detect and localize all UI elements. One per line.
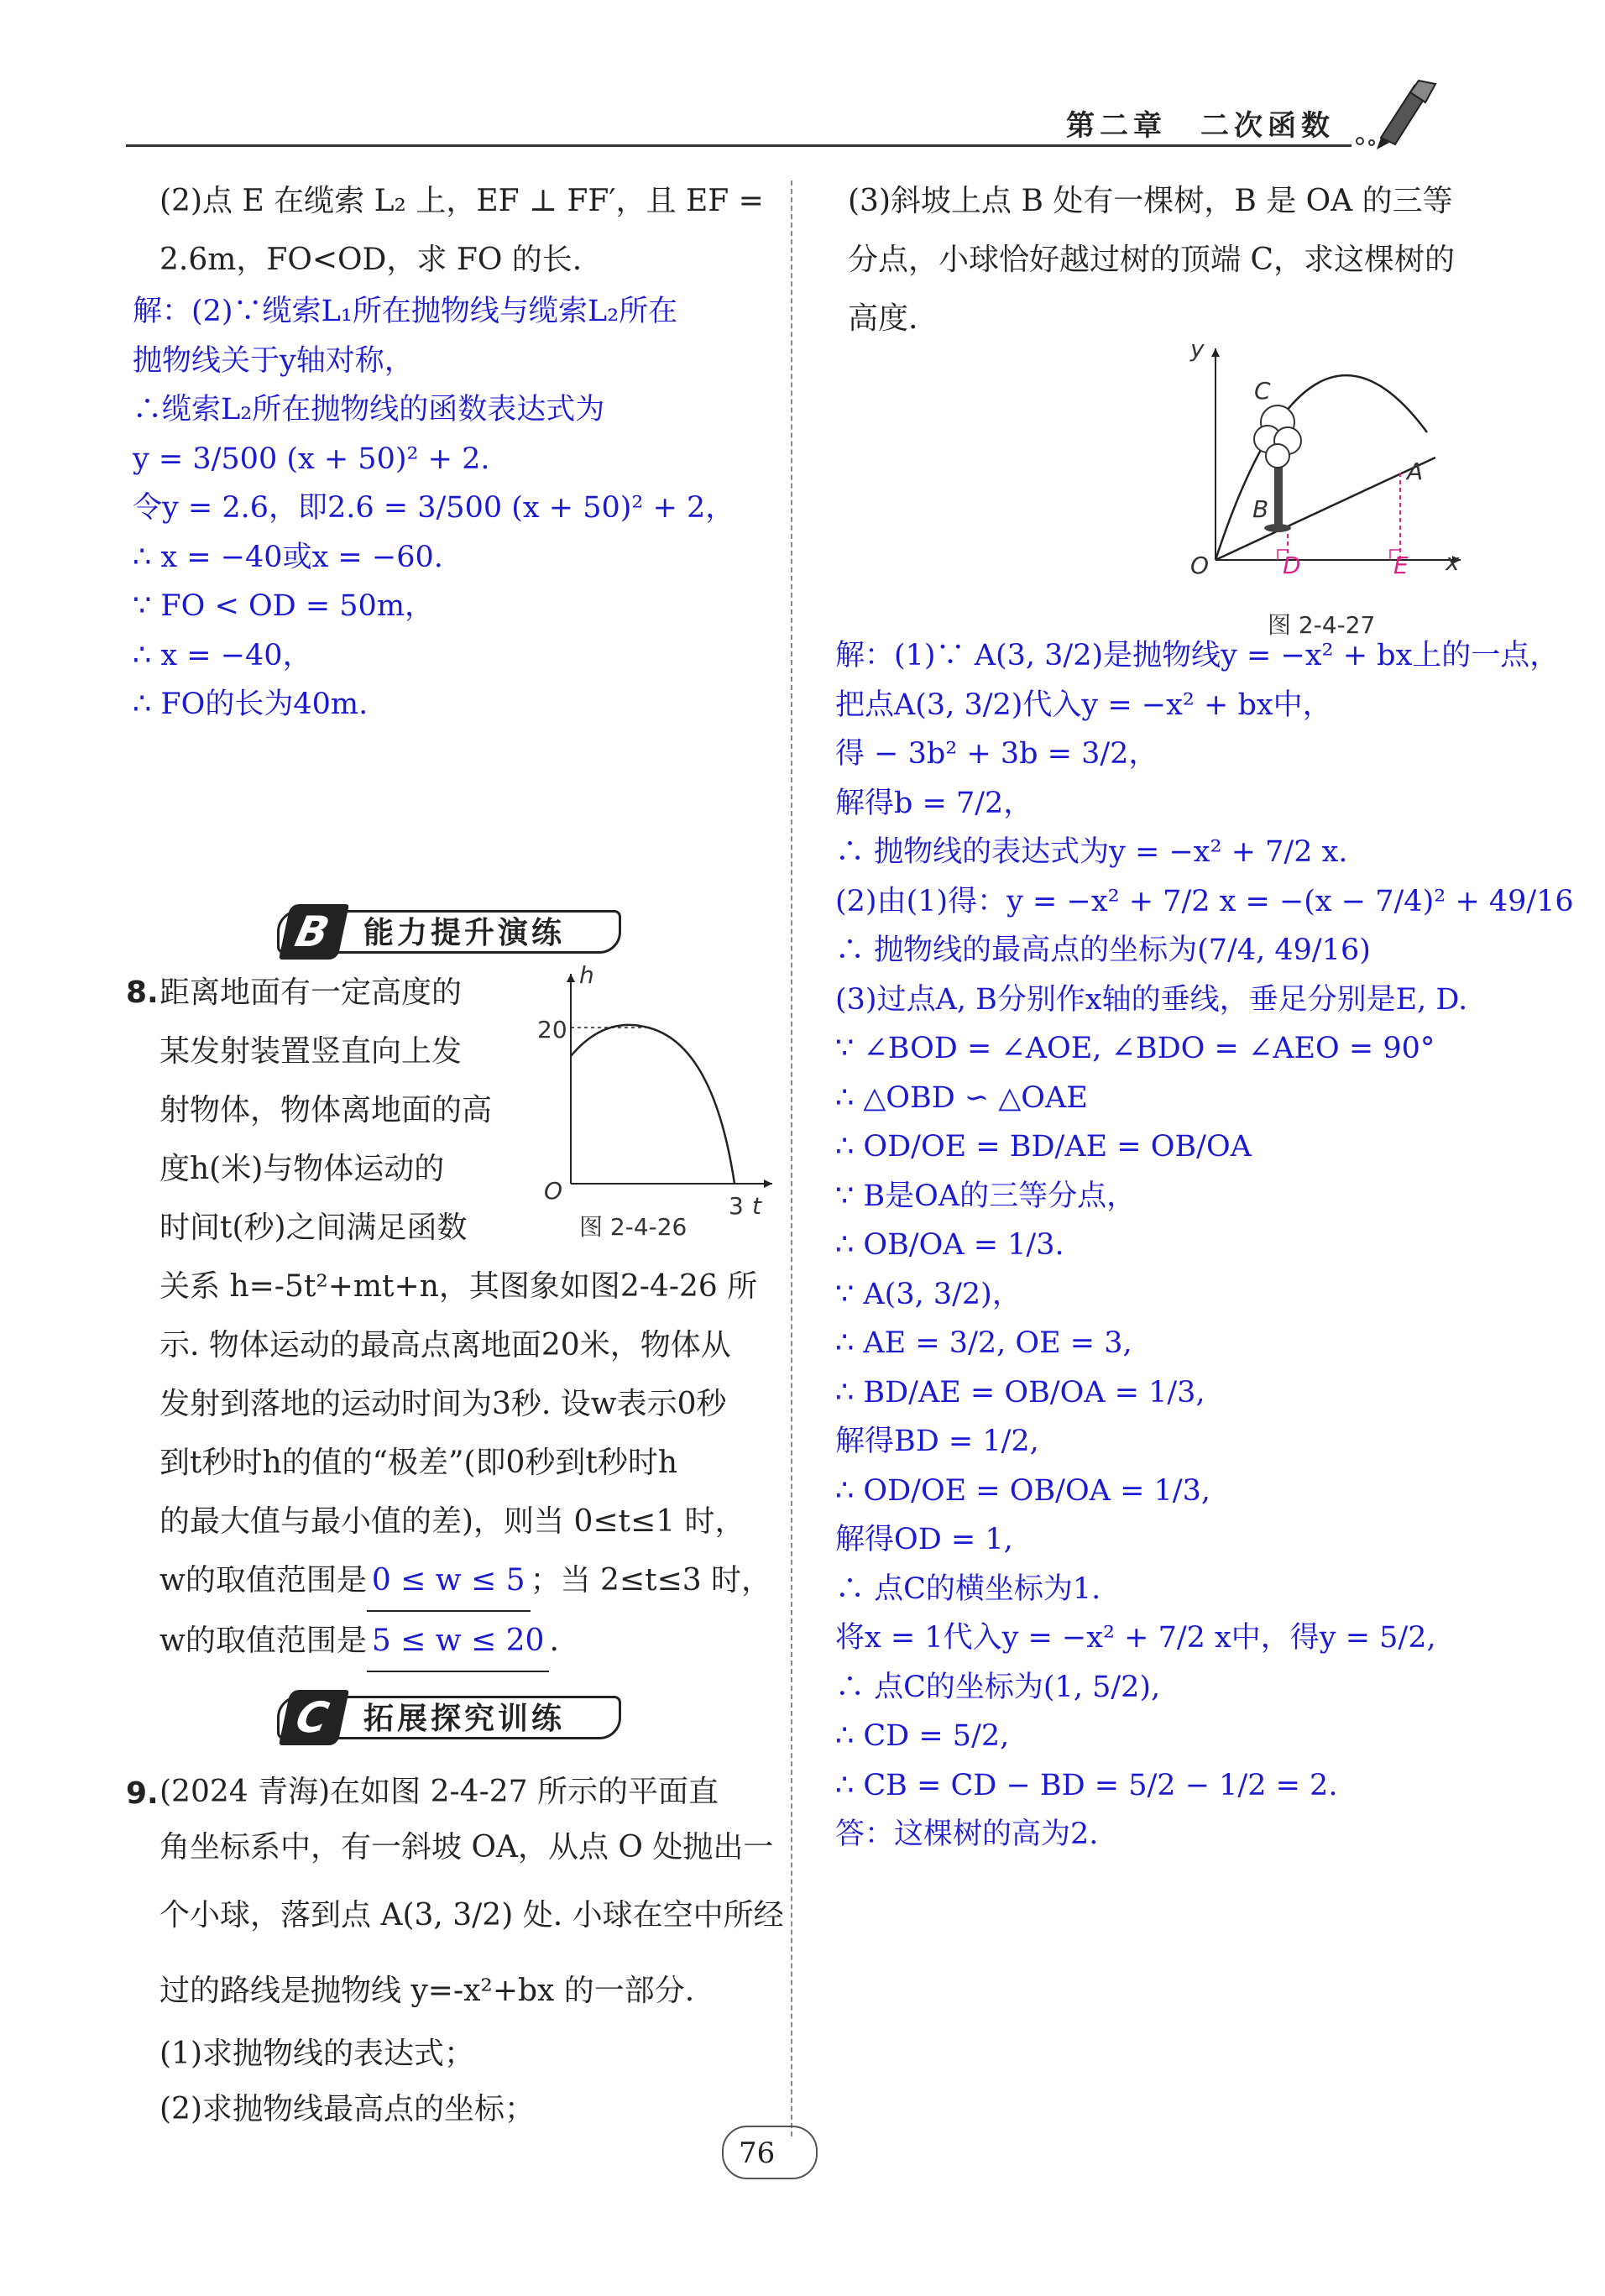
q8-line: 度h(米)与物体运动的 (159, 1152, 445, 1186)
header-rule (126, 144, 1351, 147)
answer-line: ∴ x = −40， (133, 638, 312, 672)
answer-line: ∴ CB = CD − BD = 5/2 − 1/2 = 2. (835, 1768, 1338, 1802)
answer-line: (2)由(1)得：y = −x² + 7/2 x = −(x − 7/4)² + 49/16 (835, 884, 1574, 918)
fig27-x-axis-label: x (1446, 548, 1460, 576)
fig27-origin: O (1190, 552, 1210, 579)
column-divider (791, 180, 792, 2136)
page-number: 76 (739, 2136, 776, 2170)
chapter-title: 第二章 二次函数 (1066, 109, 1335, 143)
q2-question (159, 172, 764, 290)
fig26-plot (529, 957, 781, 1209)
fig27-label-d: D (1283, 552, 1301, 579)
answer-line: ∴ 抛物线的最高点的坐标为(7/4, 49/16) (835, 934, 1371, 967)
q8-line: 某发射装置竖直向上发 (159, 1034, 463, 1069)
q8-line: 到t秒时h的值的“极差”(即0秒到t秒时h (159, 1446, 678, 1480)
q9-part3-line: (3)斜坡上点 B 处有一棵树，B 是 OA 的三等 (848, 184, 1453, 218)
answer-line: 得 − 3b² + 3b = 3/2， (835, 737, 1158, 771)
q9-line: (2)求抛物线最高点的坐标； (159, 2092, 535, 2126)
section-b-banner (277, 907, 621, 956)
answer-line: ∴ 抛物线的表达式为y = −x² + 7/2 x. (835, 835, 1348, 869)
figure-2-4-27 (1184, 332, 1469, 642)
q8-line: 时间t(秒)之间满足函数 (159, 1211, 468, 1245)
answer-line: ∴ OB/OA = 1/3. (835, 1228, 1064, 1262)
answer-line: 解得BD = 1/2, (835, 1425, 1039, 1458)
fig26-y-tick: 20 (537, 1016, 567, 1043)
answer-line: 解得OD = 1, (835, 1523, 1013, 1556)
answer-line: ∴ CD = 5/2, (835, 1719, 1010, 1753)
fig26-caption: 图 2-4-26 (579, 1213, 687, 1241)
q8-number: 8. (126, 975, 159, 1010)
figure-2-4-26 (529, 957, 781, 1242)
answer-line: 解得b = 7/2， (835, 786, 1033, 820)
fig27-caption: 图 2-4-27 (1268, 611, 1376, 639)
section-c-title: 拓展探究训练 (363, 1702, 566, 1736)
answer-line: 令y = 2.6，即2.6 = 3/500 (x + 50)² + 2， (133, 491, 735, 525)
q8-blank-line-1: w的取值范围是 0 ≤ w ≤ 5 ；当 2≤t≤3 时， (159, 1551, 771, 1612)
answer-line: 将x = 1代入y = −x² + 7/2 x中，得y = 5/2, (835, 1621, 1436, 1655)
answer-blank-2[interactable]: 5 ≤ w ≤ 20 (367, 1612, 550, 1672)
q8-line: 发射到落地的运动时间为3秒. 设w表示0秒 (159, 1387, 727, 1421)
answer-line: ∴ 点C的坐标为(1, 5/2), (835, 1670, 1161, 1704)
fig27-plot (1184, 332, 1469, 600)
fig27-y-axis-label: y (1190, 335, 1205, 363)
fig27-label-c: C (1254, 377, 1271, 405)
answer-line: ∴ OD/OE = BD/AE = OB/OA (835, 1130, 1252, 1164)
answer-line: ∵ ∠BOD = ∠AOE, ∠BDO = ∠AEO = 90° (835, 1032, 1435, 1065)
answer-line: 解：(1)∵ A(3, 3/2)是抛物线y = −x² + bx上的一点， (835, 639, 1560, 672)
fig26-x-tick: 3 (729, 1192, 744, 1220)
right-answer (835, 631, 1574, 1859)
answer-blank-1[interactable]: 0 ≤ w ≤ 5 (367, 1551, 531, 1612)
answer-line: ∴ x = −40或x = −60. (133, 540, 443, 574)
answer-line: ∵ B是OA的三等分点， (835, 1179, 1137, 1213)
q8-line: 射物体，物体离地面的高 (159, 1093, 493, 1127)
answer-line: ∴ OD/OE = OB/OA = 1/3, (835, 1473, 1210, 1508)
q9-line: 角坐标系中，有一斜坡 OA，从点 O 处抛出一 (159, 1830, 774, 1865)
answer-line: ∴ △OBD ∽ △OAE (835, 1080, 1088, 1115)
answer-line: ∴ FO的长为40m. (133, 688, 369, 721)
q9-line: 个小球，落到点 A(3, 3/2) 处. 小球在空中所经 (159, 1898, 784, 1933)
answer-line: ∴ 点C的横坐标为1. (835, 1572, 1101, 1606)
answer-line: (3)过点A, B分别作x轴的垂线，垂足分别是E, D. (835, 982, 1468, 1017)
fig27-label-e: E (1393, 552, 1409, 579)
answer-line: 把点A(3, 3/2)代入y = −x² + bx中， (835, 688, 1332, 722)
section-b-title: 能力提升演练 (363, 916, 566, 950)
answer-line: ∴ BD/AE = OB/OA = 1/3, (835, 1375, 1205, 1410)
q9-number: 9. (126, 1776, 159, 1811)
q9-line: 过的路线是抛物线 y=-x²+bx 的一部分. (159, 1974, 695, 2008)
q9-text (159, 1765, 784, 2137)
section-c-letter: C (279, 1690, 349, 1745)
q8-line: 示. 物体运动的最高点离地面20米，物体从 (159, 1328, 731, 1362)
left-answer (133, 287, 735, 730)
answer-line: 抛物线关于y轴对称， (133, 343, 414, 378)
fig27-label-b: B (1252, 495, 1269, 523)
pen-icon (1343, 77, 1444, 153)
section-b-letter: B (279, 904, 349, 960)
q8-blank-line-2: w的取值范围是 5 ≤ w ≤ 20 . (159, 1612, 771, 1672)
q8-line: 关系 h=-5t²+mt+n，其图象如图2-4-26 所 (159, 1269, 758, 1304)
answer-line: 答：这棵树的高为2. (835, 1817, 1099, 1851)
section-c-banner (277, 1693, 621, 1742)
q9-part3-line: 高度. (848, 301, 918, 336)
q8-line: 的最大值与最小值的差)，则当 0≤t≤1 时， (159, 1504, 745, 1539)
answer-line: 解：(2)∵缆索L₁所在抛物线与缆索L₂所在 (133, 295, 678, 328)
q9-line: (2024 青海)在如图 2-4-27 所示的平面直 (159, 1775, 719, 1809)
q9-part3-line: 分点，小球恰好越过树的顶端 C，求这棵树的 (848, 243, 1455, 277)
answer-line: ∵ FO < OD = 50m， (133, 589, 435, 623)
q9-part3 (848, 172, 1455, 348)
answer-line: ∴缆索L₂所在抛物线的函数表达式为 (133, 393, 605, 426)
q2-line: 2.6m，FO<OD，求 FO 的长. (159, 243, 583, 277)
answer-line: ∵ A(3, 3/2)， (835, 1277, 1022, 1311)
answer-line: ∴ AE = 3/2, OE = 3, (835, 1326, 1132, 1360)
q9-line: (1)求抛物线的表达式； (159, 2037, 474, 2071)
q2-line: (2)点 E 在缆索 L₂ 上，EF ⊥ FF′，且 EF = (159, 184, 764, 218)
fig26-origin: O (544, 1177, 563, 1205)
fig26-x-axis-label: t (752, 1192, 761, 1220)
answer-line: y = 3/500 (x + 50)² + 2. (133, 442, 490, 476)
q8-line: 距离地面有一定高度的 (159, 975, 463, 1010)
fig27-label-a: A (1407, 458, 1424, 485)
fig26-y-axis-label: h (579, 961, 594, 989)
